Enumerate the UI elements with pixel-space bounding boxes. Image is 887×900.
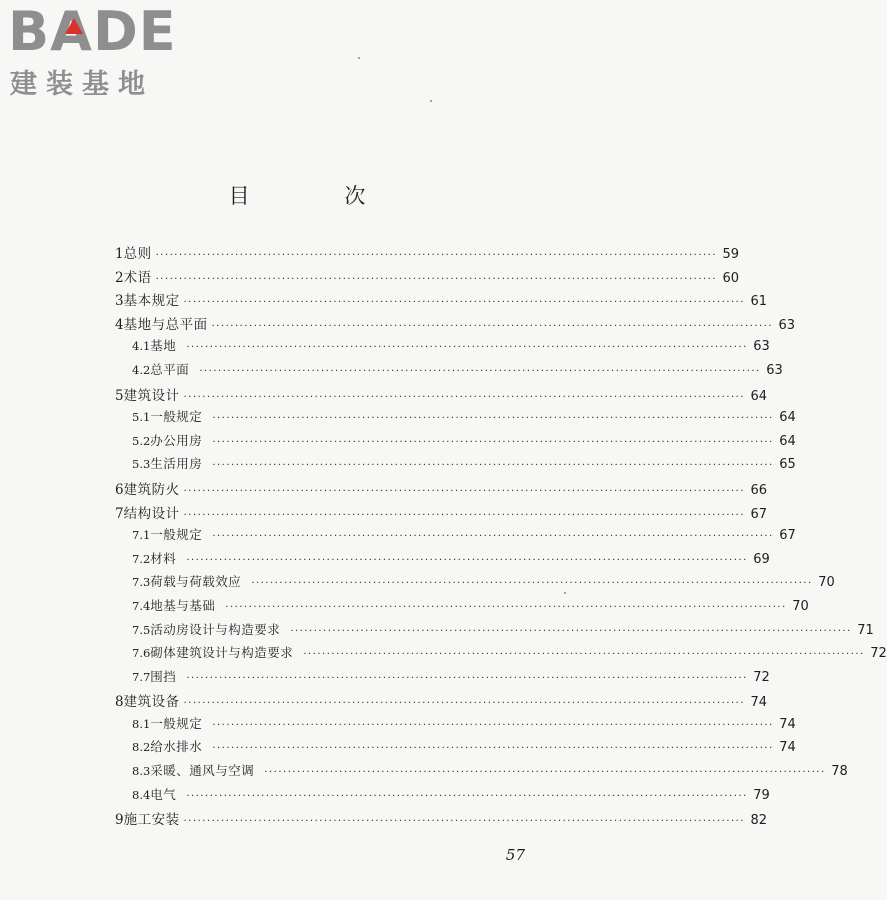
toc-dot-leader: ························································································································: [155, 250, 718, 261]
toc-entry-number: 4.2: [132, 362, 151, 377]
scan-speck: [430, 100, 432, 102]
toc-entry-title: 活动房设计与构造要求: [150, 621, 281, 637]
toc-entry-number: 7: [115, 505, 124, 522]
toc-entry-page: 61: [750, 294, 768, 310]
toc-entry-title: 建筑防火: [123, 481, 180, 498]
toc-entry-title: 生活用房: [150, 456, 203, 472]
toc-subsection-entry[interactable]: [115, 525, 796, 549]
toc-entry-page: 64: [779, 433, 796, 449]
toc-entry-page: 71: [857, 622, 874, 638]
toc-dot-leader: ························································································································: [212, 460, 774, 472]
toc-entry-title: 材料: [150, 550, 177, 566]
toc-entry-number: 5.2: [132, 433, 151, 448]
toc-dot-leader: ························································································································: [183, 297, 746, 309]
toc-dot-leader: ························································································································: [290, 625, 852, 637]
toc-dot-leader: ························································································································: [212, 413, 774, 425]
toc-dot-leader: ························································································································: [186, 554, 748, 566]
toc-dot-leader: ························································································································: [183, 698, 746, 710]
toc-subsection-entry[interactable]: [115, 620, 874, 644]
toc-dot-leader: ························································································································: [251, 578, 813, 590]
toc-entry-number: 7.4: [132, 598, 151, 613]
toc-chapter-entry[interactable]: [115, 242, 740, 266]
toc-entry-page: 63: [753, 339, 770, 355]
toc-entry-number: 8.3: [132, 764, 151, 779]
toc-entry-number: 7.7: [132, 669, 151, 684]
toc-entry-number: 7.2: [132, 551, 151, 566]
toc-entry-number: 1: [115, 246, 124, 262]
toc-entry-title: 办公用房: [150, 432, 203, 448]
toc-subsection-entry[interactable]: [115, 572, 835, 596]
toc-entry-page: 78: [831, 764, 848, 780]
toc-entry-number: 7.3: [132, 575, 151, 590]
toc-dot-leader: ························································································································: [199, 365, 761, 377]
toc-entry-number: 5.1: [132, 410, 151, 425]
toc-entry-number: 2: [115, 269, 124, 286]
toc-dot-leader: ························································································································: [186, 672, 748, 684]
toc-chapter-entry[interactable]: [115, 289, 768, 313]
toc-entry-title: 一般规定: [150, 527, 203, 543]
toc-entry-title: 地基与基础: [150, 597, 216, 613]
toc-entry-number: 8.4: [132, 787, 151, 802]
toc-entry-number: 4: [115, 316, 124, 333]
toc-entry-page: 60: [722, 270, 740, 286]
toc-entry-page: 69: [753, 551, 770, 567]
toc-entry-title: 砌体建筑设计与构造要求: [150, 645, 294, 661]
toc-entry-number: 8: [115, 694, 124, 711]
toc-entry-page: 66: [750, 482, 768, 498]
toc-dot-leader: ························································································································: [183, 509, 746, 521]
toc-chapter-entry[interactable]: [115, 808, 768, 832]
toc-subsection-entry[interactable]: [115, 360, 783, 384]
toc-dot-leader: ························································································································: [212, 743, 774, 755]
toc-dot-leader: ························································································································: [186, 790, 748, 802]
toc-entry-page: 70: [818, 575, 835, 591]
toc-entry-page: 72: [870, 646, 887, 662]
toc-entry-page: 72: [753, 669, 770, 685]
toc-entry-number: 7.6: [132, 646, 151, 661]
toc-subsection-entry[interactable]: [115, 667, 770, 691]
toc-entry-page: 67: [750, 506, 768, 522]
toc-entry-title: 围挡: [150, 668, 177, 684]
toc-dot-leader: ························································································································: [264, 767, 826, 779]
toc-entry-number: 5: [115, 387, 124, 404]
toc-entry-title: 给水排水: [150, 739, 203, 755]
toc-subsection-entry[interactable]: [115, 431, 796, 455]
toc-entry-title: 建筑设计: [123, 387, 180, 404]
toc-entry-title: 一般规定: [150, 715, 203, 731]
toc-entry-title: 采暖、通风与空调: [150, 763, 255, 779]
toc-chapter-entry[interactable]: [115, 478, 768, 502]
toc-dot-leader: ························································································································: [183, 485, 746, 497]
toc-chapter-entry[interactable]: [115, 313, 796, 337]
toc-entry-title: 总则: [123, 246, 152, 262]
toc-subsection-entry[interactable]: [115, 596, 809, 620]
toc-entry-page: 59: [722, 247, 740, 262]
toc-chapter-entry[interactable]: [115, 384, 768, 408]
toc-entry-page: 67: [779, 528, 796, 544]
logo-accent-triangle-icon: [65, 18, 83, 34]
toc-entry-page: 65: [779, 457, 796, 473]
toc-subsection-entry[interactable]: [115, 737, 796, 761]
page-number: 57: [505, 846, 525, 864]
toc-entry-page: 82: [750, 813, 768, 829]
toc-subsection-entry[interactable]: [115, 336, 770, 360]
toc-chapter-entry[interactable]: [115, 266, 740, 290]
toc-entry-title: 施工安装: [123, 812, 180, 829]
toc-dot-leader: ························································································································: [155, 273, 718, 285]
toc-subsection-entry[interactable]: [115, 549, 770, 573]
page-title: 目 次: [228, 184, 410, 208]
toc-entry-page: 70: [792, 598, 809, 614]
toc-dot-leader: ························································································································: [183, 816, 746, 828]
toc-dot-leader: ························································································································: [183, 391, 746, 403]
toc-entry-title: 基本规定: [123, 293, 180, 310]
toc-dot-leader: ························································································································: [225, 601, 787, 613]
toc-entry-number: 8.1: [132, 716, 151, 731]
toc-entry-page: 64: [750, 388, 768, 404]
toc-dot-leader: ························································································································: [211, 320, 774, 332]
toc-entry-number: 8.2: [132, 740, 151, 755]
toc-entry-title: 结构设计: [123, 505, 180, 522]
toc-entry-page: 63: [766, 362, 783, 378]
table-of-contents: [115, 242, 887, 832]
toc-subsection-entry[interactable]: [115, 454, 796, 478]
toc-dot-leader: ························································································································: [303, 649, 865, 661]
toc-entry-title: 建筑设备: [123, 694, 180, 711]
toc-entry-page: 64: [779, 410, 796, 426]
toc-entry-title: 总平面: [150, 361, 190, 377]
logo-chinese-name: 建装基地: [10, 69, 154, 100]
toc-entry-number: 3: [115, 293, 124, 310]
toc-entry-number: 7.5: [132, 622, 151, 637]
toc-subsection-entry[interactable]: [115, 643, 887, 667]
toc-subsection-entry[interactable]: [115, 407, 796, 431]
toc-dot-leader: ························································································································: [212, 531, 774, 543]
toc-entry-number: 4.1: [132, 339, 151, 354]
scan-speck: [358, 57, 360, 59]
toc-entry-title: 电气: [150, 786, 177, 802]
toc-subsection-entry[interactable]: [115, 761, 848, 785]
toc-entry-title: 基地: [150, 338, 177, 354]
toc-chapter-entry[interactable]: [115, 502, 768, 526]
toc-entry-page: 63: [778, 317, 796, 333]
toc-entry-page: 79: [753, 787, 770, 803]
scan-speck: [564, 592, 566, 594]
bade-logo: [8, 0, 183, 100]
toc-entry-page: 74: [750, 695, 768, 711]
toc-entry-number: 7.1: [132, 528, 151, 543]
toc-chapter-entry[interactable]: [115, 690, 768, 714]
toc-entry-page: 74: [779, 716, 796, 732]
toc-entry-number: 5.3: [132, 457, 151, 472]
toc-entry-title: 术语: [123, 269, 152, 286]
toc-dot-leader: ························································································································: [212, 719, 774, 731]
toc-subsection-entry[interactable]: [115, 714, 796, 738]
logo-wordmark: BADE: [8, 0, 177, 63]
toc-subsection-entry[interactable]: [115, 785, 770, 809]
toc-dot-leader: ························································································································: [186, 342, 748, 354]
toc-entry-number: 9: [115, 812, 124, 829]
toc-entry-page: 74: [779, 740, 796, 756]
toc-entry-number: 6: [115, 481, 124, 498]
toc-entry-title: 荷载与荷载效应: [150, 574, 242, 590]
toc-entry-title: 一般规定: [150, 409, 203, 425]
toc-dot-leader: ························································································································: [212, 436, 774, 448]
toc-entry-title: 基地与总平面: [123, 316, 208, 333]
